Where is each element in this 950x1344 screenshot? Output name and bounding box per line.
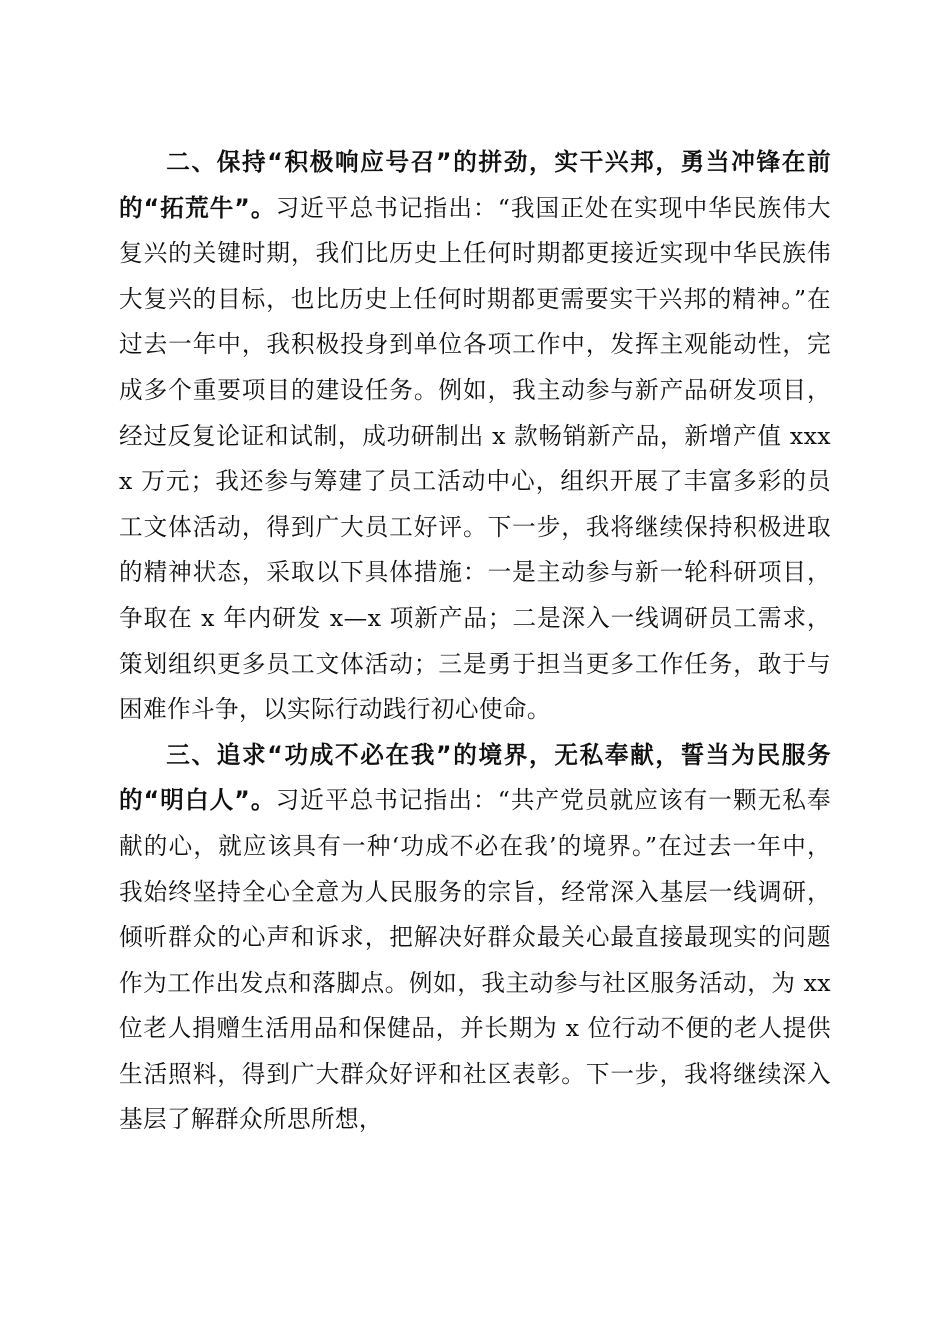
paragraph-section-2 [119,140,831,733]
section-2-body: 习近平总书记指出：“我国正处在实现中华民族伟大复兴的关键时期，我们比历史上任何时期都更接近实现中华民族伟大复兴的目标，也比历史上任何时期都更需要实干兴邦的精神。”在过去一年中，我积极投身到单位各项工作中，发挥主观能动性，完成多个重要项目的建设任务。例如，我主动参与新产品研发项目，经过反复论证和试制，成功研制出 x 款畅销新产品，新增产值 xxxx 万元；我还参与筹建了员工活动中心，组织开展了丰富多彩的员工文体活动，得到广大员工好评。下一步，我将继续保持积极进取的精神状态，采取以下具体措施：一是主动参与新一轮科研项目，争取在 x 年内研发 x—x 项新产品；二是深入一线调研员工需求，策划组织更多员工文体活动；三是勇于担当更多工作任务，敢于与困难作斗争，以实际行动践行初心使命。 [119,193,832,724]
section-3-heading: 三、追求“功成不必在我”的境界，无私奉献，誓当为民服务的“明白人”。 [119,740,831,815]
section-2-heading: 二、保持“积极响应号召”的拼劲，实干兴邦，勇当冲锋在前的“拓荒牛”。 [119,148,831,222]
section-3-body: 习近平总书记指出：“共产党员就应该有一颗无私奉献的心，就应该具有一种‘功成不必在我’的境界。”在过去一年中，我始终坚持全心全意为人民服务的宗旨，经常深入基层一线调研，倾听群众的心声和诉求，把解决好群众最关心最直接最现实的问题作为工作出发点和落脚点。例如，我主动参与社区服务活动，为 xx 位老人捐赠生活用品和保健品，并长期为 x 位行动不便的老人提供生活照料，得到广大群众好评和社区表彰。下一步，我将继续深入基层了解群众所思所想， [119,786,832,1134]
document-body [119,140,831,1143]
paragraph-section-3 [119,733,831,1143]
